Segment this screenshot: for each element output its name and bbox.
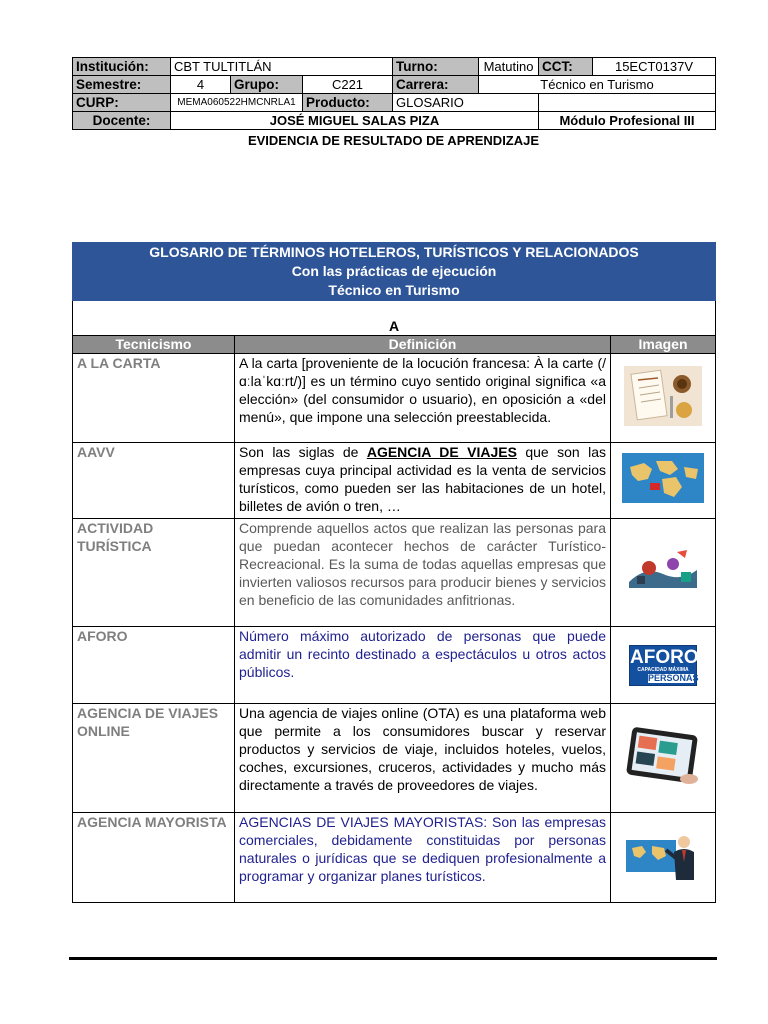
- term-cell: AFORO: [73, 627, 235, 704]
- term-cell: ACTIVIDAD TURÍSTICA: [73, 519, 235, 627]
- section-letter: A: [73, 301, 716, 336]
- semestre-label: Semestre:: [73, 76, 171, 94]
- menu-card-image: [624, 366, 702, 426]
- tablet-image: [623, 725, 703, 787]
- grupo-label: Grupo:: [231, 76, 303, 94]
- term-cell: A LA CARTA: [73, 354, 235, 443]
- header-table: [72, 57, 716, 130]
- definition-cell: Comprende aquellos actos que realizan las personas para que puedan acontecer hechos de carácter Turístico-Recreacional. Es la suma de todas aquellas empresas que invierten valiosos recursos para producir bienes y servicios en beneficio de las comunidades anfitrionas.: [235, 519, 611, 627]
- definition-cell: Número máximo autorizado de personas que puede admitir un recinto destinado a espectáculos u otros actos públicos.: [235, 627, 611, 704]
- col-header-definition: Definición: [235, 336, 611, 354]
- turno-value: Matutino: [479, 58, 539, 76]
- image-cell: [611, 354, 716, 443]
- image-cell: [611, 443, 716, 519]
- definition-keyword: AGENCIA DE VIAJES: [366, 444, 517, 460]
- definition-cell: AGENCIAS DE VIAJES MAYORISTAS: Son las empresas comerciales, debidamente constituidas por personas naturales o jurídicas que se dediquen profesionalmente a programar y organizar planes turísticos.: [235, 813, 611, 903]
- businessman-map-image: [624, 828, 702, 882]
- definition-cell: [235, 443, 611, 519]
- footer-divider: [69, 957, 717, 960]
- table-row: [73, 813, 716, 903]
- aforo-sign-subtitle: CAPACIDAD MÁXIMA: [637, 666, 689, 673]
- aforo-sign-bottom: PERSONAS: [648, 672, 699, 683]
- definition-text: que son las empresas cuya principal actividad es la venta de servicios turísticos, como pueden ser las habitaciones de un hotel, billetes de avión o tren, …: [239, 444, 606, 514]
- col-header-term: Tecnicismo: [73, 336, 235, 354]
- producto-label: Producto:: [303, 94, 393, 112]
- table-row: [73, 443, 716, 519]
- glossary-title-line1: GLOSARIO DE TÉRMINOS HOTELEROS, TURÍSTICOS Y RELACIONADOS: [149, 244, 639, 260]
- col-header-image: Imagen: [611, 336, 716, 354]
- image-cell: [611, 519, 716, 627]
- cct-value: 15ECT0137V: [593, 58, 716, 76]
- institucion-label: Institución:: [73, 58, 171, 76]
- evidence-title: EVIDENCIA DE RESULTADO DE APRENDIZAJE: [247, 133, 540, 148]
- term-cell: AGENCIA MAYORISTA: [73, 813, 235, 903]
- aforo-sign-image: [629, 645, 697, 686]
- cct-label: CCT:: [539, 58, 593, 76]
- table-row: [73, 704, 716, 813]
- definition-cell: Una agencia de viajes online (OTA) es una plataforma web que permite a los consumidores buscar y reservar productos y servicios de viaje, incluidos hoteles, vuelos, coches, excursiones, cruceros, actividades y mucho más directamente a través de proveedores de viajes.: [235, 704, 611, 813]
- semestre-value: 4: [171, 76, 231, 94]
- image-cell: [611, 627, 716, 704]
- carrera-value: Técnico en Turismo: [479, 76, 716, 94]
- glossary-title: [73, 243, 716, 301]
- empty-cell: [539, 94, 716, 112]
- term-cell: AAVV: [73, 443, 235, 519]
- table-row: [73, 354, 716, 443]
- grupo-value: C221: [303, 76, 393, 94]
- glossary-title-line3: Técnico en Turismo: [328, 282, 460, 298]
- curp-value: MEMA060522HMCNRLA1: [171, 94, 303, 112]
- aforo-sign-title: AFORO: [630, 646, 699, 668]
- modulo-value: Módulo Profesional III: [539, 112, 716, 130]
- term-cell: AGENCIA DE VIAJES ONLINE: [73, 704, 235, 813]
- docente-value: JOSÉ MIGUEL SALAS PIZA: [171, 112, 539, 130]
- world-map-image: [622, 453, 704, 503]
- definition-cell: A la carta [proveniente de la locución francesa: À la carte (/ɑːlaˈkɑːrt/)] es un término cuyo sentido original significa «a elección» (del consumidor o usuario), en oposición a «del menú», que impone una selección preestablecida.: [235, 354, 611, 443]
- definition-text: Son las siglas de: [239, 444, 367, 460]
- turno-label: Turno:: [393, 58, 479, 76]
- table-row: [73, 627, 716, 704]
- curp-label: CURP:: [73, 94, 171, 112]
- producto-value: GLOSARIO: [393, 94, 539, 112]
- glossary-table: [72, 242, 716, 903]
- table-row: [73, 519, 716, 627]
- image-cell: [611, 813, 716, 903]
- image-cell: [611, 704, 716, 813]
- institucion-value: CBT TULTITLÁN: [171, 58, 393, 76]
- docente-label: Docente:: [73, 112, 171, 130]
- tourism-collage-image: [625, 546, 701, 594]
- carrera-label: Carrera:: [393, 76, 479, 94]
- glossary-title-line2: Con las prácticas de ejecución: [291, 263, 497, 279]
